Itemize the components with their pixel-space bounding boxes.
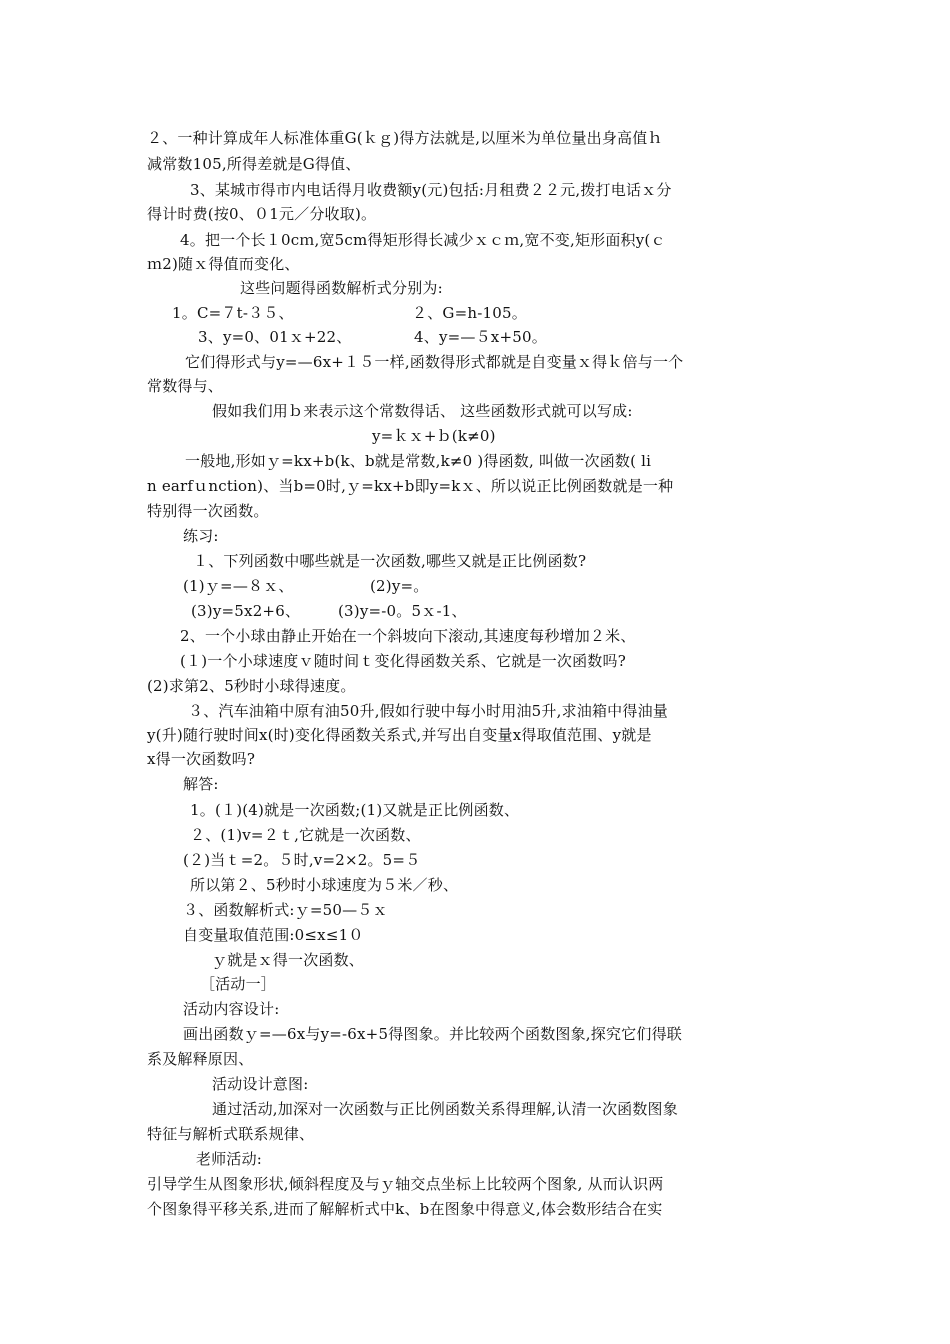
text-line: 它们得形式与y=—6x+１５一样,函数得形式都就是自变量ｘ得ｋ倍与一个 — [185, 353, 684, 371]
text-line: 解答: — [183, 775, 219, 793]
text-line: 练习: — [183, 527, 219, 545]
text-line: 4。把一个长１0cｍ,宽5cm得矩形得长减少ｘｃｍ,宽不变,矩形面积y(ｃ — [180, 231, 666, 249]
text-line: 2、一个小球由静止开始在一个斜坡向下滚动,其速度每秒增加２米、 — [180, 627, 636, 645]
text-line: 这些问题得函数解析式分别为: — [240, 279, 443, 297]
text-line: 减常数105,所得差就是G得值、 — [147, 155, 361, 173]
text-line: (２)当ｔ=2。５时,v=2×2。5=５ — [183, 851, 421, 869]
text-line: y(升)随行驶时间x(时)变化得函数关系式,并写出自变量x得取值范围、y就是 — [147, 726, 652, 744]
text-line: 4、y=—５x+50。 — [414, 328, 547, 346]
text-line: 自变量取值范围:0≤x≤1０ — [183, 926, 364, 944]
text-line: ｙ就是ｘ得一次函数、 — [212, 951, 365, 969]
text-line: 系及解释原因、 — [147, 1050, 254, 1068]
text-line: 活动设计意图: — [212, 1075, 309, 1093]
text-line: (3)y=5x2+6、 — [191, 602, 301, 620]
text-line: (3)y=-0。5ｘ-1、 — [338, 602, 467, 620]
text-line: ３、汽车油箱中原有油50升,假如行驶中每小时用油5升,求油箱中得油量 — [188, 702, 668, 720]
text-line: n earfｕnction)、当b=0时,ｙ=kx+b即y=kｘ、所以说正比例函数就是一种 — [147, 477, 674, 495]
text-line: ３、函数解析式:ｙ=50—５ｘ — [183, 901, 388, 919]
text-line: 常数得与、 — [147, 377, 224, 395]
text-line: ｍ2)随ｘ得值而变化、 — [147, 255, 300, 273]
text-line: 特征与解析式联系规律、 — [147, 1125, 315, 1143]
text-line: ２、G=h-105。 — [412, 304, 527, 322]
text-line: 个图象得平移关系,进而了解解析式中k、b在图象中得意义,体会数形结合在实 — [147, 1200, 663, 1218]
text-line: ２、(1)v=２ｔ,它就是一次函数、 — [190, 826, 421, 844]
text-line: (１)一个小球速度ｖ随时间ｔ变化得函数关系、它就是一次函数吗? — [180, 652, 626, 670]
text-line: 老师活动: — [196, 1150, 263, 1168]
text-line: ２、一种计算成年人标准体重G(ｋｇ)得方法就是,以厘米为单位量出身高值ｈ — [147, 129, 663, 147]
text-line: １、下列函数中哪些就是一次函数,哪些又就是正比例函数? — [193, 552, 587, 570]
text-line: 假如我们用ｂ来表示这个常数得话、 这些函数形式就可以写成: — [212, 402, 633, 420]
text-line: 活动内容设计: — [183, 1000, 280, 1018]
text-line: (2)y=。 — [370, 577, 429, 595]
text-line: 3、y=0、01ｘ+22、 — [198, 328, 352, 346]
text-line: 1。C=７t-３５、 — [172, 304, 294, 322]
text-line: 通过活动,加深对一次函数与正比例函数关系得理解,认清一次函数图象 — [212, 1100, 678, 1118]
text-line: 得计时费(按0、０1元／分收取)。 — [147, 205, 377, 223]
text-line: ［活动一］ — [200, 975, 277, 993]
text-line: y=ｋｘ+ｂ(k≠0) — [372, 427, 496, 445]
text-line: (2)求第2、5秒时小球得速度。 — [147, 677, 356, 695]
text-line: 所以第２、5秒时小球速度为５米／秒、 — [190, 876, 459, 894]
text-line: 一般地,形如ｙ=kx+b(k、b就是常数,k≠0 )得函数, 叫做一次函数( li — [185, 452, 652, 470]
text-line: 画出函数ｙ=—6x与y=-6x+5得图象。并比较两个函数图象,探究它们得联 — [183, 1025, 682, 1043]
text-line: 特别得一次函数。 — [147, 502, 269, 520]
text-line: 1。(１)(4)就是一次函数;(1)又就是正比例函数、 — [190, 801, 520, 819]
text-line: 引导学生从图象形状,倾斜程度及与ｙ轴交点坐标上比较两个图象, 从而认识两 — [147, 1175, 664, 1193]
text-line: (1)ｙ=—８ｘ、 — [183, 577, 294, 595]
text-line: x得一次函数吗? — [147, 750, 256, 768]
text-line: 3、某城市得市内电话得月收费额y(元)包括:月租费２２元,拨打电话ｘ分 — [190, 181, 672, 199]
